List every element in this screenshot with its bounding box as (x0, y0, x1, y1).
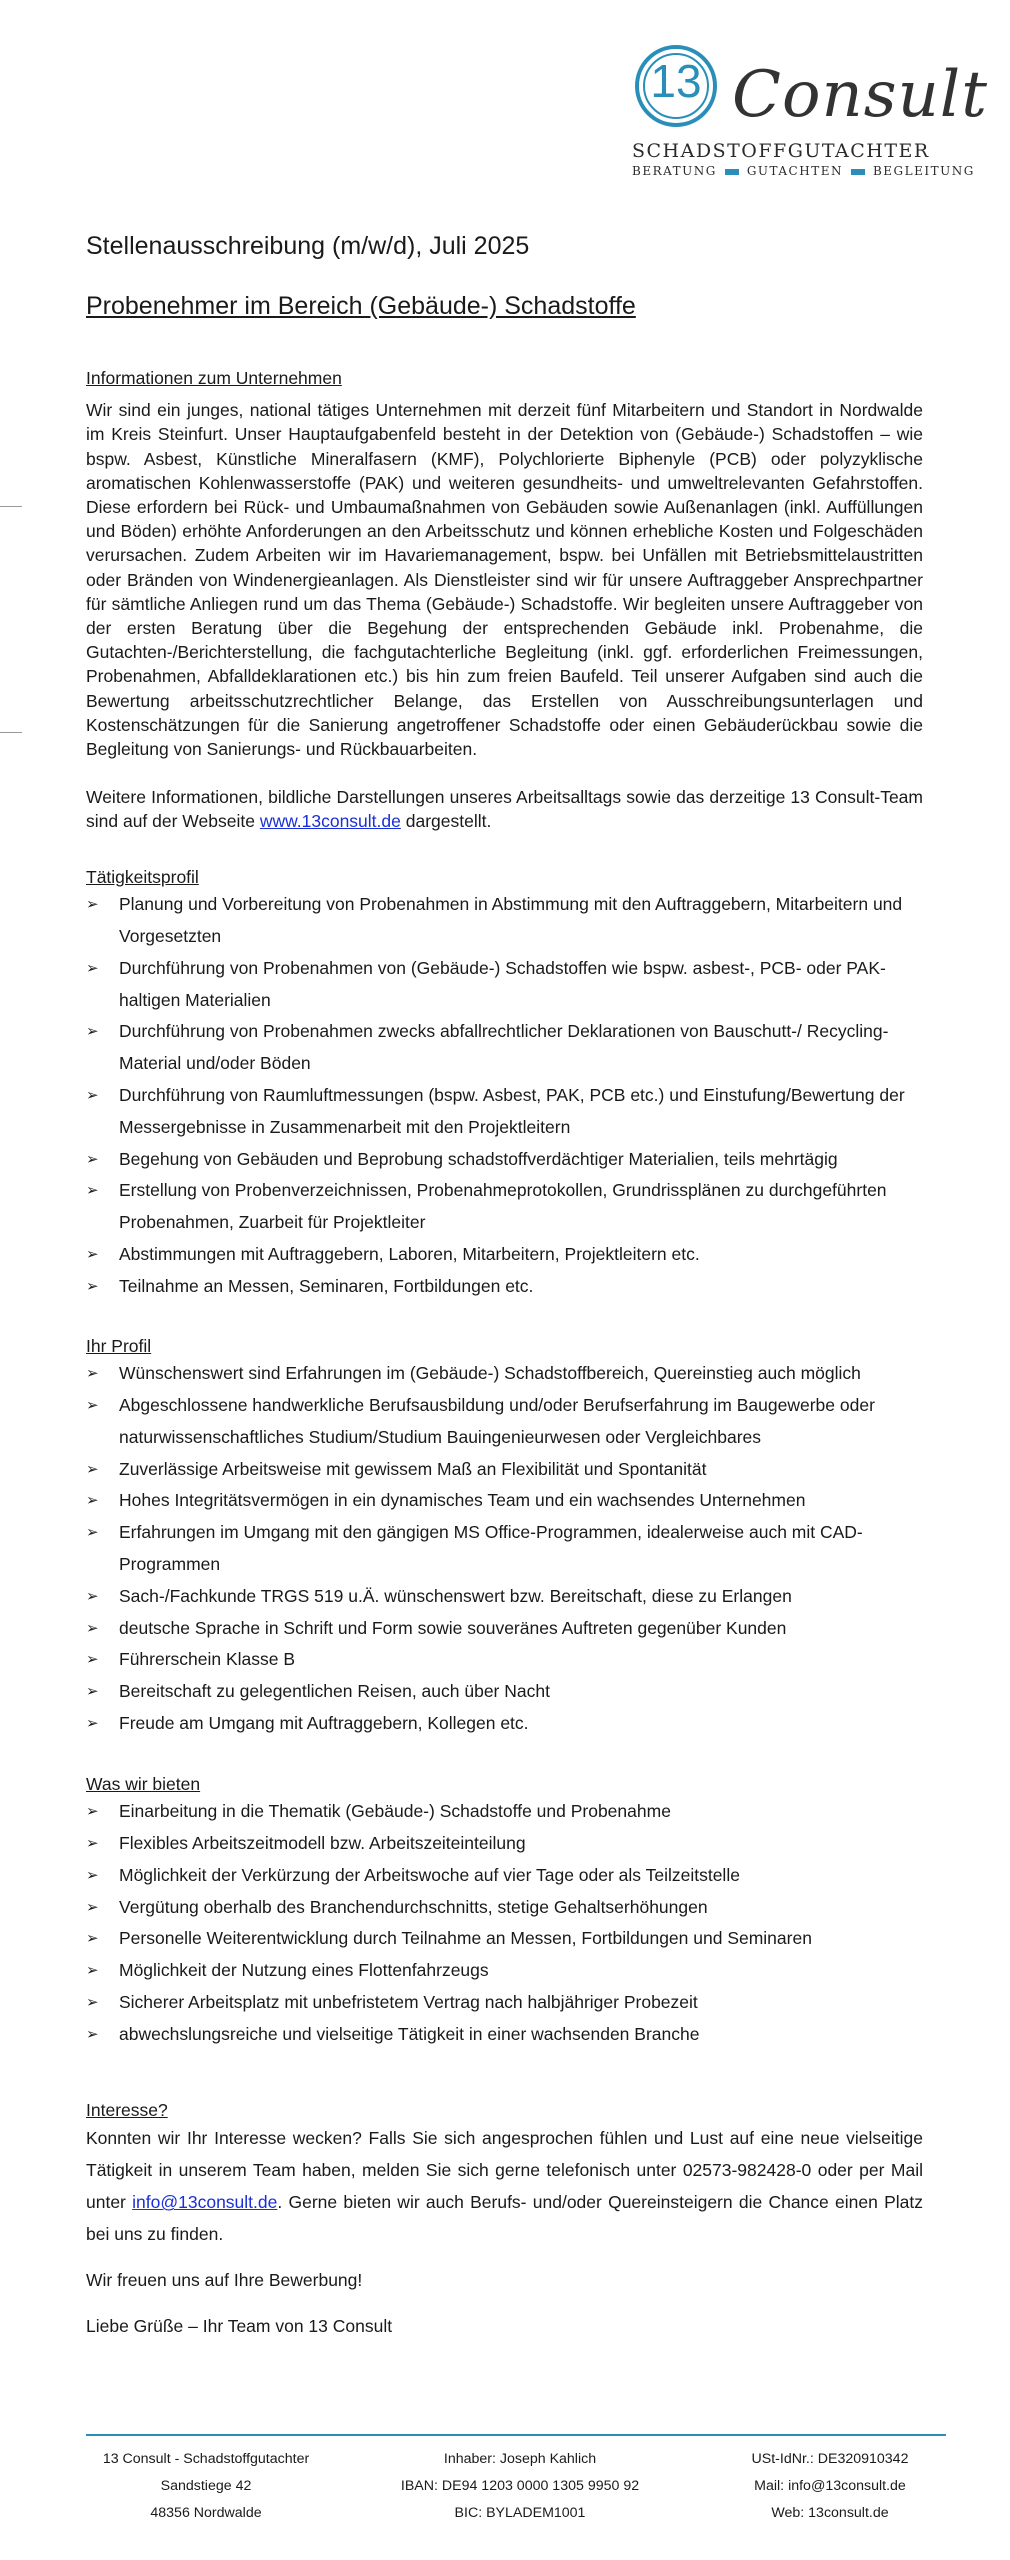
company-logo (630, 40, 988, 180)
footer-street: Sandstiege 42 (160, 2478, 252, 2494)
footer-vat: USt-IdNr.: DE320910342 (751, 2451, 909, 2467)
list-item: ➢ Sach-/Fachkunde TRGS 519 u.Ä. wünschenswert bzw. Bereitschaft, diese zu Erlangen (86, 1581, 923, 1613)
company-heading: Informationen zum Unternehmen (86, 368, 342, 388)
list-item: ➢ Begehung von Gebäuden und Beprobung schadstoffverdächtiger Materialien, teils mehrtägig (86, 1144, 923, 1176)
list-item: ➢ Einarbeitung in die Thematik (Gebäude-) Schadstoffe und Probenahme (86, 1796, 923, 1828)
closing-line-2: Liebe Grüße – Ihr Team von 13 Consult (86, 2316, 393, 2337)
footer-company: 13 Consult - Schadstoffgutachter (102, 2451, 310, 2467)
logo-square-2 (851, 169, 865, 175)
interest-text (86, 2122, 923, 2250)
interest-heading: Interesse? (86, 2100, 168, 2120)
list-item: ➢ Flexibles Arbeitszeitmodell bzw. Arbeitszeiteinteilung (86, 1828, 923, 1860)
interest-section (86, 2098, 923, 2342)
margin-mark-2 (0, 732, 22, 733)
posting-date-line: Stellenausschreibung (m/w/d), Juli 2025 (86, 232, 530, 260)
list-item: ➢ Führerschein Klasse B (86, 1644, 923, 1676)
list-item: ➢ Wünschenswert sind Erfahrungen im (Gebäude-) Schadstoffbereich, Quereinstieg auch möglich (86, 1358, 923, 1390)
logo-number: 13 (650, 55, 702, 107)
company-section (86, 366, 923, 834)
logo-wordmark: Consult (732, 58, 988, 132)
footer-city: 48356 Nordwalde (150, 2505, 262, 2521)
list-item: ➢ Teilnahme an Messen, Seminaren, Fortbildungen etc. (86, 1271, 923, 1303)
footer-web: Web: 13consult.de (771, 2505, 889, 2521)
footer-mail: Mail: info@13consult.de (754, 2478, 906, 2494)
company-more (86, 785, 923, 833)
list-item: ➢ Möglichkeit der Verkürzung der Arbeitswoche auf vier Tage oder als Teilzeitstelle (86, 1860, 923, 1892)
list-item: ➢ Durchführung von Probenahmen zwecks abfallrechtlicher Deklarationen von Bauschutt-/ Recycling-Material und/oder Böden (86, 1016, 923, 1080)
candidate-profile-section (86, 1334, 923, 1740)
list-item: ➢ Durchführung von Raumluftmessungen (bspw. Asbest, PAK, PCB etc.) und Einstufung/Bewertung der Messergebnisse in Zusammenarbeit mit den Projektleitern (86, 1080, 923, 1144)
list-item: ➢ Möglichkeit der Nutzung eines Flottenfahrzeugs (86, 1955, 923, 1987)
list-item: ➢ Erfahrungen im Umgang mit den gängigen MS Office-Programmen, idealerweise auch mit CAD-Programmen (86, 1517, 923, 1581)
list-item: ➢ abwechslungsreiche und vielseitige Tätigkeit in einer wachsenden Branche (86, 2019, 923, 2051)
job-profile-heading: Tätigkeitsprofil (86, 867, 199, 887)
logo-tag-3: BEGLEITUNG (872, 164, 975, 178)
list-item: ➢ Sicherer Arbeitsplatz mit unbefristetem Vertrag nach halbjähriger Probezeit (86, 1987, 923, 2019)
list-item: ➢ Hohes Integritätsvermögen in ein dynamisches Team und ein wachsendes Unternehmen (86, 1485, 923, 1517)
candidate-profile-list (86, 1358, 923, 1740)
list-item: ➢ Personelle Weiterentwicklung durch Teilnahme an Messen, Fortbildungen und Seminaren (86, 1923, 923, 1955)
footer-owner: Inhaber: Joseph Kahlich (443, 2451, 597, 2467)
offer-list (86, 1796, 923, 2050)
list-item: ➢ Durchführung von Probenahmen von (Gebäude-) Schadstoffen wie bspw. asbest-, PCB- oder PAK-haltigen Materialien (86, 953, 923, 1017)
list-item: ➢ Abgeschlossene handwerkliche Berufsausbildung und/oder Berufserfahrung im Baugewerbe oder naturwissenschaftliches Studium/Studium Bauingenieurwesen oder Vergleichbares (86, 1390, 923, 1454)
logo-square-1 (725, 169, 739, 175)
logo-tagline (632, 164, 975, 178)
list-item: ➢ Planung und Vorbereitung von Probenahmen in Abstimmung mit den Auftraggebern, Mitarbeitern und Vorgesetzten (86, 889, 923, 953)
website-link[interactable]: www.13consult.de (259, 811, 401, 832)
footer-address (86, 2446, 326, 2527)
candidate-profile-heading: Ihr Profil (86, 1336, 152, 1356)
footer-iban: IBAN: DE94 1203 0000 1305 9950 92 (400, 2478, 640, 2494)
interest-text-before: Konnten wir Ihr Interesse wecken? Falls Sie sich angesprochen fühlen und Lust auf eine neue vielseitige Tätigkeit in unserem Team haben, melden Sie sich gerne telefonisch unter 02573-982428-0 oder per Mail unter (86, 2128, 923, 2213)
list-item: ➢ Vergütung oberhalb des Branchendurchschnitts, stetige Gehaltserhöhungen (86, 1892, 923, 1924)
list-item: ➢ Bereitschaft zu gelegentlichen Reisen, auch über Nacht (86, 1676, 923, 1708)
job-title: Probenehmer im Bereich (Gebäude-) Schadstoffe (86, 292, 636, 320)
logo-tag-2: GUTACHTEN (746, 164, 843, 178)
interest-text-after: . Gerne bieten wir auch Berufs- und/oder Quereinsteigern die Chance einen Platz bei uns zu finden. (86, 2192, 923, 2245)
list-item: ➢ Abstimmungen mit Auftraggebern, Laboren, Mitarbeitern, Projektleitern etc. (86, 1239, 923, 1271)
logo-subtitle (632, 140, 930, 162)
list-item: ➢ Freude am Umgang mit Auftraggebern, Kollegen etc. (86, 1708, 923, 1740)
list-item: ➢ Erstellung von Probenverzeichnissen, Probenahmeprotokollen, Grundrissplänen zu durchgeführten Probenahmen, Zuarbeit für Projektleiter (86, 1175, 923, 1239)
offer-section (86, 1772, 923, 2051)
job-profile-section (86, 865, 923, 1303)
job-profile-list (86, 889, 923, 1302)
logo-tag-1: BERATUNG (632, 164, 717, 178)
closing-line-1: Wir freuen uns auf Ihre Bewerbung! (86, 2270, 363, 2291)
company-more-after: dargestellt. (400, 811, 492, 832)
logo-subtitle-text: SCHADSTOFFGUTACHTER (632, 140, 930, 162)
list-item: ➢ deutsche Sprache in Schrift und Form sowie souveränes Auftreten gegenüber Kunden (86, 1613, 923, 1645)
company-more-before: Weitere Informationen, bildliche Darstellungen unseres Arbeitsalltags sowie das derzeitige 13 Consult-Team sind auf der Webseite (86, 787, 923, 832)
footer-divider (86, 2434, 946, 2436)
company-text: Wir sind ein junges, national tätiges Unternehmen mit derzeit fünf Mitarbeitern und Standort in Nordwalde im Kreis Steinfurt. Unser Hauptaufgabenfeld besteht in der Detektion von (Gebäude-) Schadstoffen – wie bspw. Asbest, Künstliche Mineralfasern (KMF), Polychlorierte Biphenyle (PCB) oder polyzyklische aromatischen Kohlenwasserstoffe (PAK) und weiteren gesundheits- und umweltrelevanten Gefahrstoffen. Diese erfordern bei Rück- und Umbaumaßnahmen von Gebäuden sowie Außenanlagen (inkl. Auffüllungen und Böden) erhöhte Anforderungen an den Arbeitsschutz und können erhebliche Kosten und Folgeschäden verursachen. Zudem Arbeiten wir im Havariemanagement, bspw. bei Unfällen mit Betriebsmittelaustritten oder Bränden von Windenergieanlagen. Als Dienstleister sind wir für unsere Auftraggeber Ansprechpartner für sämtliche Anliegen rund um das Thema (Gebäude-) Schadstoffe. Wir begleiten unsere Auftraggeber von der ersten Beratung über die Begehung der entsprechenden Gebäude inkl. Probenahme, die Gutachten-/Berichterstellung, die fachgutachterliche Begleitung (inkl. ggf. erforderlichen Freimessungen, Probenahmen, Abfalldeklarationen etc.) bis hin zum freien Baufeld. Teil unserer Aufgaben sind auch die Bewertung arbeitsschutzrechtlicher Belange, das Erstellen von Ausschreibungsunterlagen und Kostenschätzungen für die Sanierung angetroffener Schadstoffe oder einen Gebäuderückbau sowie die Begleitung von Sanierungs- und Rückbauarbeiten. (86, 400, 923, 760)
margin-mark-1 (0, 506, 22, 507)
offer-heading: Was wir bieten (86, 1774, 201, 1794)
list-item: ➢ Zuverlässige Arbeitsweise mit gewissem Maß an Flexibilität und Spontanität (86, 1454, 923, 1486)
footer-contact (720, 2446, 940, 2527)
footer-bank (375, 2446, 665, 2527)
email-link[interactable]: info@13consult.de (132, 2192, 278, 2213)
footer-bic: BIC: BYLADEM1001 (454, 2505, 586, 2521)
